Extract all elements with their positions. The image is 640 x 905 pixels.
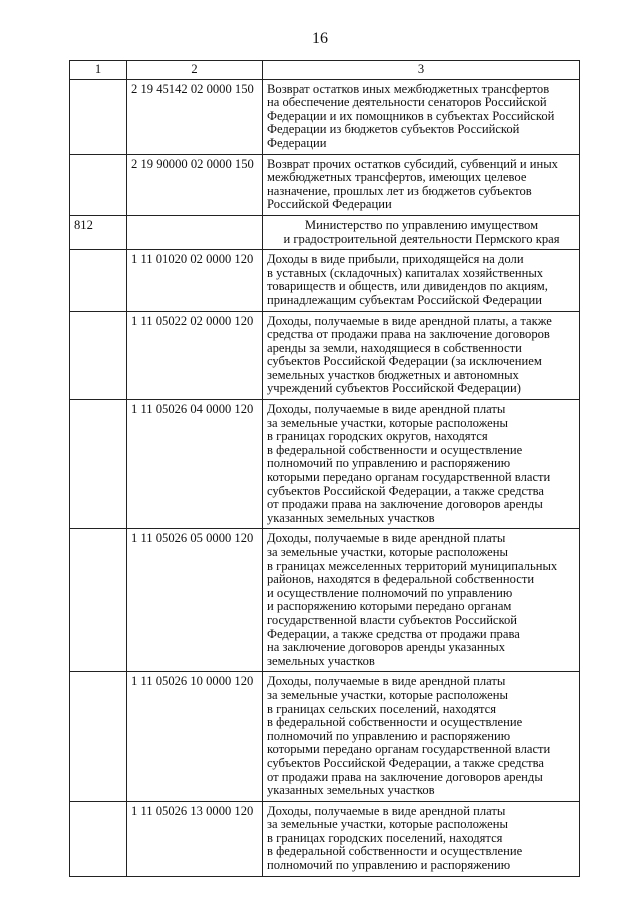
revenue-code-cell: 1 11 05026 05 0000 120 xyxy=(127,529,263,672)
description-line: от продажи права на заключение договоров аренды xyxy=(267,497,543,512)
table-row xyxy=(70,672,580,801)
description-line: которыми передано органам государственной власти xyxy=(267,470,551,485)
description-line: принадлежащим субъектам Российской Федерации xyxy=(267,292,542,307)
description-line: в границах городских поселений, находятся xyxy=(267,830,503,845)
table-row xyxy=(70,215,580,249)
revenue-code-cell: 1 11 05022 02 0000 120 xyxy=(127,311,263,400)
description-line: на обеспечение деятельности сенаторов Российской xyxy=(267,95,547,110)
description-cell xyxy=(263,400,580,529)
revenue-code-cell: 1 11 05026 10 0000 120 xyxy=(127,672,263,801)
admin-code-cell xyxy=(70,79,127,154)
column-header-2: 2 xyxy=(127,61,263,80)
description-line: земельных участков xyxy=(267,653,375,668)
admin-code-cell xyxy=(70,801,127,876)
description-line: районов, находятся в федеральной собственности xyxy=(267,572,535,587)
description-line: которыми передано органам государственной власти xyxy=(267,742,551,757)
description-line: Доходы, получаемые в виде арендной платы xyxy=(267,402,506,417)
description-line: в федеральной собственности и осуществление xyxy=(267,844,523,859)
revenue-code-cell: 1 11 05026 04 0000 120 xyxy=(127,400,263,529)
description-cell xyxy=(263,215,580,249)
description-line: Федерации, а также средства от продажи права xyxy=(267,626,520,641)
description-line: указанных земельных участков xyxy=(267,783,435,798)
description-line: в границах сельских поселений, находятся xyxy=(267,701,497,716)
table-row xyxy=(70,311,580,400)
description-line: товариществ и обществ, или дивидендов по акциям, xyxy=(267,279,548,294)
description-line: и распоряжению которыми передано органам xyxy=(267,599,512,614)
description-line: Доходы, получаемые в виде арендной платы xyxy=(267,803,506,818)
description-line: аренды за земли, находящиеся в собственности xyxy=(267,340,522,355)
admin-code-cell xyxy=(70,672,127,801)
description-line: Федерации из бюджетов субъектов Российской xyxy=(267,122,520,137)
description-line: от продажи права на заключение договоров аренды xyxy=(267,769,543,784)
admin-code-cell: 812 xyxy=(70,215,127,249)
description-cell xyxy=(263,672,580,801)
table-row xyxy=(70,79,580,154)
description-cell xyxy=(263,154,580,215)
description-cell xyxy=(263,79,580,154)
description-line: межбюджетных трансфертов, имеющих целевое xyxy=(267,170,527,185)
description-line: за земельные участки, которые расположены xyxy=(267,415,508,430)
table-header-row xyxy=(70,61,580,80)
description-line: Российской Федерации xyxy=(267,197,392,212)
table-row xyxy=(70,250,580,311)
description-line: Возврат прочих остатков субсидий, субвенций и иных xyxy=(267,156,558,171)
revenue-code-cell: 1 11 01020 02 0000 120 xyxy=(127,250,263,311)
description-line: Доходы, получаемые в виде арендной платы, а также xyxy=(267,313,552,328)
description-line: Доходы, получаемые в виде арендной платы xyxy=(267,674,506,689)
description-line: на заключение договоров аренды указанных xyxy=(267,640,506,655)
description-line: Министерство по управлению имуществом xyxy=(304,217,539,232)
description-line: в уставных (складочных) капиталах хозяйственных xyxy=(267,265,544,280)
description-line: субъектов Российской Федерации, а также средства xyxy=(267,483,544,498)
description-line: указанных земельных участков xyxy=(267,510,435,525)
revenue-code-cell: 1 11 05026 13 0000 120 xyxy=(127,801,263,876)
description-cell xyxy=(263,311,580,400)
description-line: земельных участков бюджетных и автономных xyxy=(267,367,519,382)
revenue-code-cell: 2 19 90000 02 0000 150 xyxy=(127,154,263,215)
description-line: субъектов Российской Федерации, а также средства xyxy=(267,755,544,770)
description-line: государственной власти субъектов Российской xyxy=(267,612,518,627)
description-line: полномочий по управлению и распоряжению xyxy=(267,456,511,471)
admin-code-cell xyxy=(70,311,127,400)
admin-code-cell xyxy=(70,400,127,529)
description-line: субъектов Российской Федерации (за исключением xyxy=(267,354,542,369)
table-row xyxy=(70,400,580,529)
admin-code-cell xyxy=(70,250,127,311)
table-row xyxy=(70,154,580,215)
table-row xyxy=(70,801,580,876)
description-line: Доходы, получаемые в виде арендной платы xyxy=(267,531,506,546)
description-line: за земельные участки, которые расположены xyxy=(267,545,508,559)
admin-code-cell xyxy=(70,154,127,215)
description-line: и осуществление полномочий по управлению xyxy=(267,585,513,600)
description-line: полномочий по управлению и распоряжению xyxy=(267,728,511,743)
description-cell xyxy=(263,529,580,672)
page-number: 16 xyxy=(312,30,328,47)
column-header-1: 1 xyxy=(70,61,127,80)
description-line: и градостроительной деятельности Пермского края xyxy=(283,231,560,246)
description-line: Возврат остатков иных межбюджетных трансфертов xyxy=(267,81,550,96)
admin-code-cell xyxy=(70,529,127,672)
description-line: полномочий по управлению и распоряжению xyxy=(267,858,511,873)
description-line: Доходы в виде прибыли, приходящейся на доли xyxy=(267,252,524,267)
description-cell xyxy=(263,801,580,876)
description-line: в границах городских округов, находятся xyxy=(267,429,488,444)
column-header-3: 3 xyxy=(263,61,580,80)
table-row xyxy=(70,529,580,672)
revenue-code-cell xyxy=(127,215,263,249)
revenue-code-cell: 2 19 45142 02 0000 150 xyxy=(127,79,263,154)
description-line: средства от продажи права на заключение договоров xyxy=(267,327,550,342)
description-line: Федерации и их помощников в субъектах Российской xyxy=(267,108,555,123)
description-line: в границах межселенных территорий муниципальных xyxy=(267,558,558,573)
description-line: в федеральной собственности и осуществление xyxy=(267,442,523,457)
description-line: за земельные участки, которые расположены xyxy=(267,687,508,702)
description-line: учреждений субъектов Российской Федерации) xyxy=(267,381,521,396)
description-cell xyxy=(263,250,580,311)
description-line: в федеральной собственности и осуществление xyxy=(267,715,523,730)
description-line: назначение, прошлых лет из бюджетов субъектов xyxy=(267,183,532,198)
revenue-codes-table xyxy=(69,60,580,877)
description-line: Федерации xyxy=(267,135,327,150)
description-line: за земельные участки, которые расположены xyxy=(267,817,508,832)
